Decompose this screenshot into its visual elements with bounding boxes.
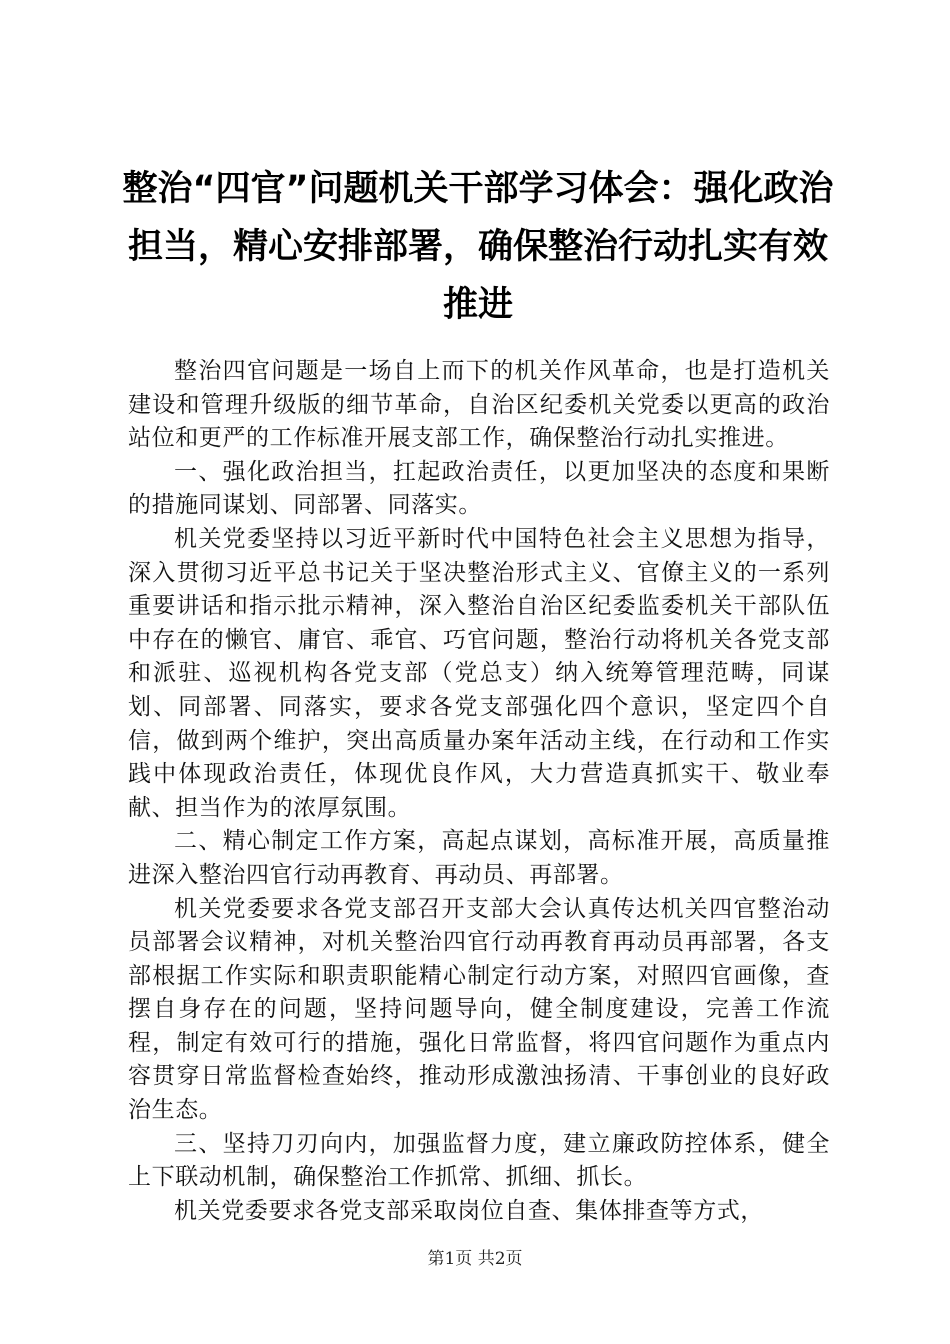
- page-number-footer: 第1页 共2页: [427, 1249, 523, 1269]
- paragraph-section-1: 机关党委坚持以习近平新时代中国特色社会主义思想为指导，深入贯彻习近平总书记关于坚决整治形式主义、官僚主义的一系列重要讲话和指示批示精神，深入整治自治区纪委监委机关干部队伍中存在的懒官、庸官、乖官、巧官问题，整治行动将机关各党支部和派驻、巡视机构各党支部（党总支）纳入统筹管理范畴，同谋划、同部署、同落实，要求各党支部强化四个意识，坚定四个自信，做到两个维护，突出高质量办案年活动主线，在行动和工作实践中体现政治责任，体现优良作风，大力营造真抓实干、敬业奉献、担当作为的浓厚氛围。: [128, 525, 830, 821]
- document-title: 整治“四官”问题机关干部学习体会：强化政治担当，精心安排部署，确保整治行动扎实有效推进: [122, 169, 834, 325]
- section-heading-2: 二、精心制定工作方案，高起点谋划，高标准开展，高质量推进深入整治四官行动再教育、再动员、再部署。: [128, 828, 830, 888]
- document-body: [128, 355, 830, 1228]
- paragraph-section-3: 机关党委要求各党支部采取岗位自查、集体排查等方式，: [174, 1197, 764, 1224]
- paragraph-section-2: 机关党委要求各党支部召开支部大会认真传达机关四官整治动员部署会议精神，对机关整治四官行动再教育再动员再部署，各支部根据工作实际和职责职能精心制定行动方案，对照四官画像，查摆自身存在的问题，坚持问题导向，健全制度建设，完善工作流程，制定有效可行的措施，强化日常监督，将四官问题作为重点内容贯穿日常监督检查始终，推动形成激浊扬清、干事创业的良好政治生态。: [128, 895, 830, 1124]
- paragraph-intro: 整治四官问题是一场自上而下的机关作风革命，也是打造机关建设和管理升级版的细节革命，自治区纪委机关党委以更高的政治站位和更严的工作标准开展支部工作，确保整治行动扎实推进。: [128, 358, 830, 452]
- section-heading-3: 三、坚持刀刃向内，加强监督力度，建立廉政防控体系，健全上下联动机制，确保整治工作抓常、抓细、抓长。: [128, 1130, 830, 1191]
- section-heading-1: 一、强化政治担当，扛起政治责任，以更加坚决的态度和果断的措施同谋划、同部署、同落实。: [128, 458, 830, 519]
